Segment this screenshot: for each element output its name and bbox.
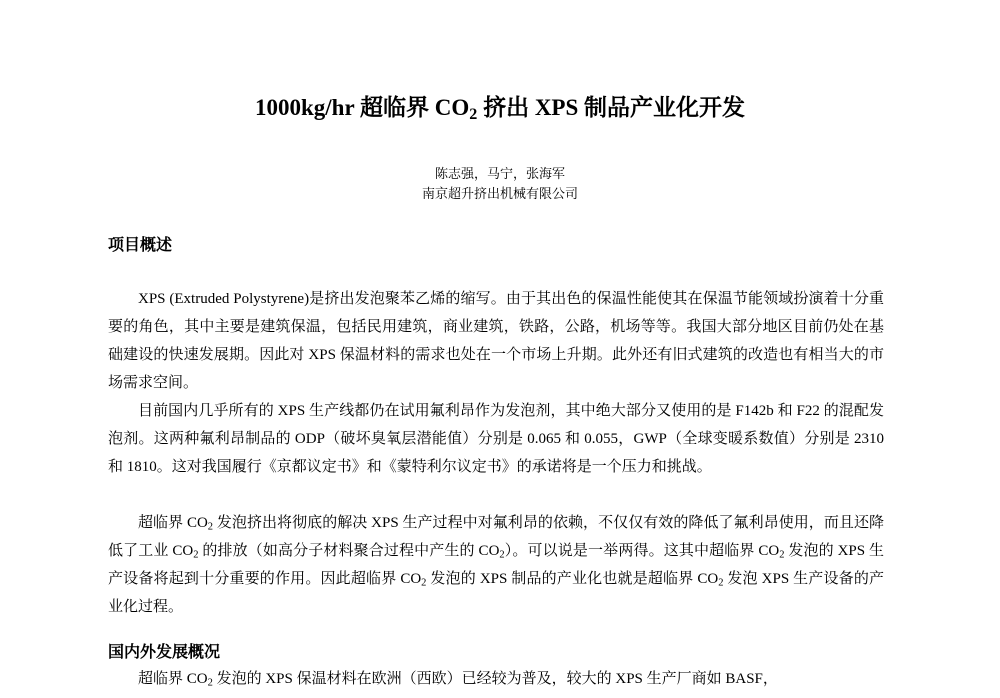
section-heading-overview: 项目概述: [108, 235, 173, 254]
title-text-end: 挤出 XPS 制品产业化开发: [477, 95, 746, 120]
paragraph-3: 超临界 $CO_2$ 发泡挤出将彻底的解决 XPS 生产过程中对氟利昂的依赖，不仅仅有效的降低了氟利昂使用，而且还降低了工业 $CO_2$ 的排放（如高分子材料聚合过程中产生的 $CO_2$）。可以说是一举两得。这其中超临界 $CO_2$ 发泡的 XPS 生产设备将起到十分重要的作用。因此超临界 $CO_2$ 发泡的 XPS 制品的产业化也就是超临界 $CO_2$ 发泡 XPS 生产设备的产业化过程。: [108, 515, 884, 615]
paragraph-4: 超临界 $CO_2$ 发泡的 XPS 保温材料在欧洲（西欧）已经较为普及，较大的 XPS 生产厂商如 BASF，: [138, 671, 778, 689]
author-affiliation: 南京超升挤出机械有限公司: [421, 187, 578, 202]
author-list: 陈志强，马宁，张海军: [434, 167, 565, 182]
paragraph-2: 目前国内几乎所有的 XPS 生产线都仍在试用氟利昂作为发泡剂，其中绝大部分又使用的是 F142b 和 F22 的混配发泡剂。这两种氟利昂制品的 ODP（破坏臭氧层潜能值）分别是 0.065 和 0.055，GWP（全球变暖系数值）分别是 2310 和 1810。这对我国履行《京都议定书》和《蒙特利尔议定书》的承诺将是一个压力和挑战。: [108, 403, 884, 475]
paper-title: [0, 95, 1000, 124]
title-subscript: 2: [469, 106, 478, 124]
section-heading-development: 国内外发展概况: [108, 642, 221, 661]
paragraph-1: XPS (Extruded Polystyrene)是挤出发泡聚苯乙烯的缩写。由于其出色的保温性能使其在保温节能领域扮演着十分重要的角色，其中主要是建筑保温，包括民用建筑，商业建筑，铁路，公路，机场等等。我国大部分地区目前仍处在基础建设的快速发展期。因此对 XPS 保温材料的需求也处在一个市场上升期。此外还有旧式建筑的改造也有相当大的市场需求空间。: [108, 291, 884, 391]
title-text-start: 1000kg/hr 超临界 CO: [254, 95, 470, 120]
